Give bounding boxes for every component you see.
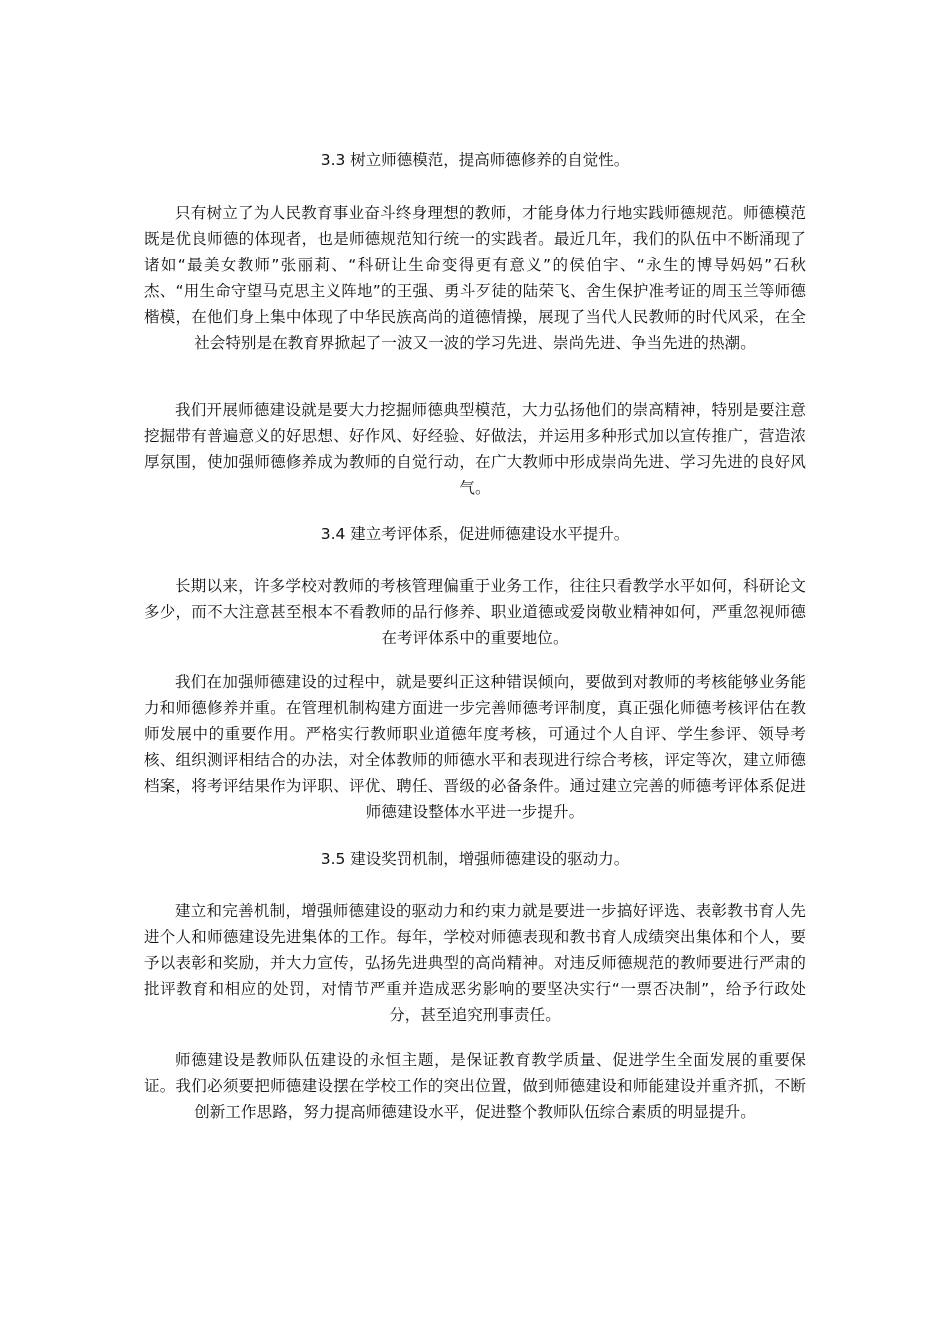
paragraph-3-4-1: 长期以来，许多学校对教师的考核管理偏重于业务工作，往往只看教学水平如何，科研论文多少，而不大注意甚至根本不看教师的品行修养、职业道德或爱岗敬业精神如何，严重忽视师德在考评体系中的重要地位。	[144, 577, 806, 647]
section-heading-3-3: 3.3 树立师德模范，提高师德修养的自觉性。	[320, 151, 630, 169]
paragraph-3-5-2: 师德建设是教师队伍建设的永恒主题，是保证教育教学质量、促进学生全面发展的重要保证。我们必须要把师德建设摆在学校工作的突出位置，做到师德建设和师能建设并重齐抓，不断创新工作思路，努力提高师德建设水平，促进整个教师队伍综合素质的明显提升。	[144, 1051, 806, 1121]
section-heading-3-4: 3.4 建立考评体系，促进师德建设水平提升。	[320, 525, 630, 543]
paragraph-3-3-1: 只有树立了为人民教育事业奋斗终身理想的教师，才能身体力行地实践师德规范。师德模范既是优良师德的体现者，也是师德规范知行统一的实践者。最近几年，我们的队伍中不断涌现了诸如“最美女教师”张丽莉、“科研让生命变得更有意义”的侯伯宇、“永生的博导妈妈”石秋杰、“用生命守望马克思主义阵地”的王强、勇斗歹徒的陆荣飞、舍生保护准考证的周玉兰等师德楷模，在他们身上集中体现了中华民族高尚的道德情操，展现了当代人民教师的时代风采，在全社会特别是在教育界掀起了一波又一波的学习先进、崇尚先进、争当先进的热潮。	[144, 204, 806, 352]
paragraph-3-3-2: 我们开展师德建设就是要大力挖掘师德典型模范，大力弘扬他们的崇高精神，特别是要注意挖掘带有普遍意义的好思想、好作风、好经验、好做法，并运用多种形式加以宣传推广，营造浓厚氛围，使加强师德修养成为教师的自觉行动，在广大教师中形成崇尚先进、学习先进的良好风气。	[144, 401, 806, 497]
section-heading-3-5: 3.5 建设奖罚机制，增强师德建设的驱动力。	[320, 850, 630, 868]
paragraph-3-5-1: 建立和完善机制，增强师德建设的驱动力和约束力就是要进一步搞好评选、表彰教书育人先进个人和师德建设先进集体的工作。每年，学校对师德表现和教书育人成绩突出集体和个人，要予以表彰和奖励，并大力宣传，弘扬先进典型的高尚精神。对违反师德规范的教师要进行严肃的批评教育和相应的处罚，对情节严重并造成恶劣影响的要坚决实行“一票否决制”，给予行政处分，甚至追究刑事责任。	[144, 902, 806, 1024]
paragraph-3-4-2: 我们在加强师德建设的过程中，就是要纠正这种错误倾向，要做到对教师的考核能够业务能力和师德修养并重。在管理机制构建方面进一步完善师德考评制度，真正强化师德考核评估在教师发展中的重要作用。严格实行教师职业道德年度考核，可通过个人自评、学生参评、领导考核、组织测评相结合的办法，对全体教师的师德水平和表现进行综合考核，评定等次，建立师德档案，将考评结果作为评职、评优、聘任、晋级的必备条件。通过建立完善的师德考评体系促进师德建设整体水平进一步提升。	[144, 673, 806, 821]
